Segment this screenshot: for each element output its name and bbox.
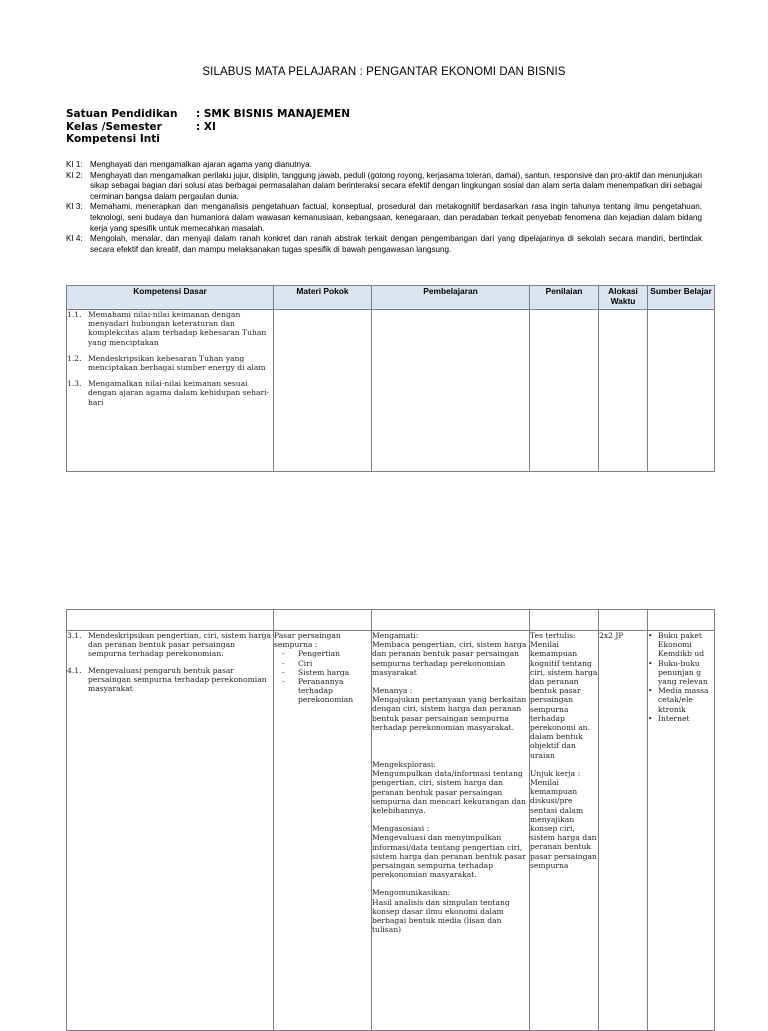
sumber-text: Buku-buku penunjan g yang relevan [658,658,708,687]
table-header-row [67,286,715,310]
page-title: SILABUS MATA PELAJARAN : PENGANTAR EKONOMI DAN BISNIS [202,66,566,78]
alokasi-cell [599,310,648,472]
penilaian-unjuk-kerja: Unjuk kerja : Menilai kemampuan diskusi/pre sentasi dalam menyajikan konsep ciri, sistem harga dan peranan bentuk pasar persaingan sempurna [530,768,597,870]
alokasi-cell [599,631,648,1031]
ki-item [66,160,702,171]
kd-number: 1.1. [67,310,82,319]
document-meta [66,108,350,146]
empty-cell [530,610,599,631]
sumber-text: Media massa cetak/ele ktronik [658,686,709,714]
materi-cell [274,631,372,1031]
materi-item: - Sistem harga [282,667,350,677]
kd-text: Mengamalkan nilai-nilai keimanan sesuai dengan ajaran agama dalam kehidupan sehari-hari [88,379,270,407]
empty-cell [274,610,372,631]
header-penilaian: Penilaian [530,286,599,310]
pembelajaran-cell [372,631,530,1031]
section-heading: Mengeksplorasi: [372,760,436,770]
section-heading: Mengasosiasi : [372,824,430,834]
pembelajaran-section [372,631,529,677]
ki-text: Mengolah, menalar, dan menyaji dalam ranah konkret dan ranah abstrak terkait dengan pengembangan dari yang dipelajarinya di sekolah secara mandiri, bertindak secara efektif dan kreatif, dan mampu melaksanakan tugas spesifik di bawah pengawasan langsung. [90,234,702,254]
section-heading: Mengomunikasikan: [372,888,451,898]
section-text: Hasil analisis dan simpulan tentang konsep dasar ilmu ekonomi dalam berbagai bentuk media (lisan dan tulisan) [372,897,510,935]
section-text: Membaca pengertian, ciri, sistem harga dan peranan bentuk pasar persaingan sempurna terhadap perekonomian masyarakat [372,640,527,677]
sumber-item: • Buku paket Ekonomi Kemdikb ud [648,631,705,659]
ki-text: Memahami, menerapkan dan menganalisis pengetahuan factual, konseptual, prosedural dan metakognitif berdasarkan rasa ingin tahunya tentang ilmu pengetahuan, teknologi, seni budaya dan humaniora dalam wawasan kemanusiaan, kebangsaan, kenegaraan, dan peradaban terkait penyebab fenomena dan kejadian dalam bidang kerja yang spesifik untuk memecahkan masalah. [90,202,702,233]
materi-heading: Pasar persaingan sempurna : [274,631,341,650]
section-text: Mengevaluasi dan menyimpulkan informasi/data tentang pengertian ciri, sistem harga dan peranan bentuk pasar persaingan sempurna terhadap perekonomian masyarakat. [372,833,526,880]
penilaian-cell [530,631,599,1031]
ki-number: KI 1: [66,160,83,169]
alokasi-value: 2x2 JP [599,631,624,640]
header-materi-pokok: Materi Pokok [274,286,372,310]
meta-kelas-value: : XI [196,120,216,133]
ki-item [66,202,702,234]
section-text: Mengumpulkan data/informasi tentang pengertian, ciri, sistem harga dan peranan bentuk pasar persaingan sempurna dan mencari kekurangan dan kelebihannya. [372,769,526,816]
pembelajaran-cell [372,310,530,472]
sumber-cell [648,631,715,1031]
meta-kompetensi-label: Kompetensi Inti [66,133,160,145]
ki-text: Menghayati dan mengamalkan ajaran agama yang dianutnya. [90,160,312,169]
kd-item [67,379,273,407]
table-row [67,631,715,1031]
syllabus-table-1 [66,285,715,472]
meta-satuan-label: Satuan Pendidikan [66,108,178,120]
ki-number: KI 2: [66,170,83,180]
kd-cell [67,310,274,472]
header-alokasi-waktu: Alokasi Waktu [599,286,648,310]
pembelajaran-section [372,760,529,815]
ki-item [66,234,702,255]
ki-text: Menghayati dan mengamalkan perilaku jujur, disiplin, tanggung jawab, peduli (gotong royong, kerjasama toleran, damai), santun, responsive dan pro-aktif dan menunjukan sikap sebagai bagian dari solusi atas berbagai permasalahan dalam berinteraksi secara efektif dengan lingkungan sosial dan alam serta dalam menempatkan diri sebagai cerminan bangsa dalam pergaulan dunia. [90,170,702,201]
syllabus-table-2 [66,609,715,1031]
kd-text: Mengevaluasi pengaruh bentuk pasar persaingan sempurna terhadap perekonomian masyarakat [88,665,267,694]
materi-item-text: Sistem harga [298,667,350,677]
kd-cell [67,631,274,1031]
header-kompetensi-dasar: Kompetensi Dasar [67,286,274,310]
kd-number: 4.1. [67,665,82,675]
kd-number: 3.1. [67,631,82,640]
empty-cell [67,610,274,631]
kd-text: Mendeskripsikan kebesaran Tuhan yang menciptakan berbagai sumber energy di alam [88,353,266,373]
kd-item [67,310,273,347]
materi-item-text: Ciri [298,658,313,668]
header-sumber-belajar: Sumber Belajar [648,286,715,310]
materi-cell [274,310,372,472]
kd-item [67,354,273,372]
section-heading: Menanya : [372,686,413,696]
pembelajaran-section [372,824,529,879]
ki-item [66,171,702,203]
materi-item-text: Peranannya terhadap perekonomian [298,677,354,705]
meta-satuan [66,108,350,121]
sumber-item: • Media massa cetak/ele ktronik [648,686,709,714]
meta-kelas-label: Kelas /Semester [66,120,162,133]
kd-text: Memahami nilai-nilai keimanan dengan menyadari hubungan keteraturan dan komplekcitas alam terhadap kebesaran Tuhan yang menciptakan [88,310,267,347]
kd-item [67,666,273,694]
kd-number: 1.3. [67,379,82,389]
sumber-text: Buku paket Ekonomi Kemdikb ud [658,631,705,659]
section-heading: Mengamati: [372,631,419,640]
kd-text: Mendeskripsikan pengertian, ciri, sistem harga dan peranan bentuk pasar persaingan sempurna terhadap perekonomian. [88,631,272,659]
section-text: Mengajukan pertanyaan yang berkaitan dengan ciri, sistem harga dan peranan bentuk pasar persaingan sempurna terhadap perekonomian masyarakat. [372,695,527,732]
kompetensi-inti-list [66,160,702,255]
table-row [67,310,715,472]
meta-kelas [66,121,350,134]
ki-number: KI 3: [66,202,83,212]
materi-item: - Ciri [282,658,313,668]
materi-item: - Pengertian [282,649,341,659]
empty-cell [648,610,715,631]
sumber-item: • Buku-buku penunjan g yang relevan [648,658,708,687]
penilaian-cell [530,310,599,472]
sumber-item: • Internet [648,713,690,723]
empty-cell [599,610,648,631]
empty-cell [372,610,530,631]
sumber-text: Internet [658,713,690,723]
kd-number: 1.2. [67,353,82,363]
kd-item [67,631,273,659]
penilaian-tes-tertulis: Tes tertulis: Menilai kemampuan kognitif tentang ciri, sistem harga dan peranan bentuk pasar persaingan sempurna terhadap perekonomi an. dalam bentuk objektif dan uraian [530,631,598,760]
ki-number: KI 4: [66,234,83,244]
meta-kompetensi [66,133,350,146]
pembelajaran-section [372,888,529,934]
meta-satuan-value: : SMK BISNIS MANAJEMEN [196,108,351,120]
materi-item: - Peranannya terhadap perekonomian [282,677,354,705]
sumber-cell [648,310,715,472]
materi-item-text: Pengertian [298,649,341,659]
table-header-row-empty [67,610,715,631]
pembelajaran-section [372,686,529,732]
header-pembelajaran: Pembelajaran [372,286,530,310]
